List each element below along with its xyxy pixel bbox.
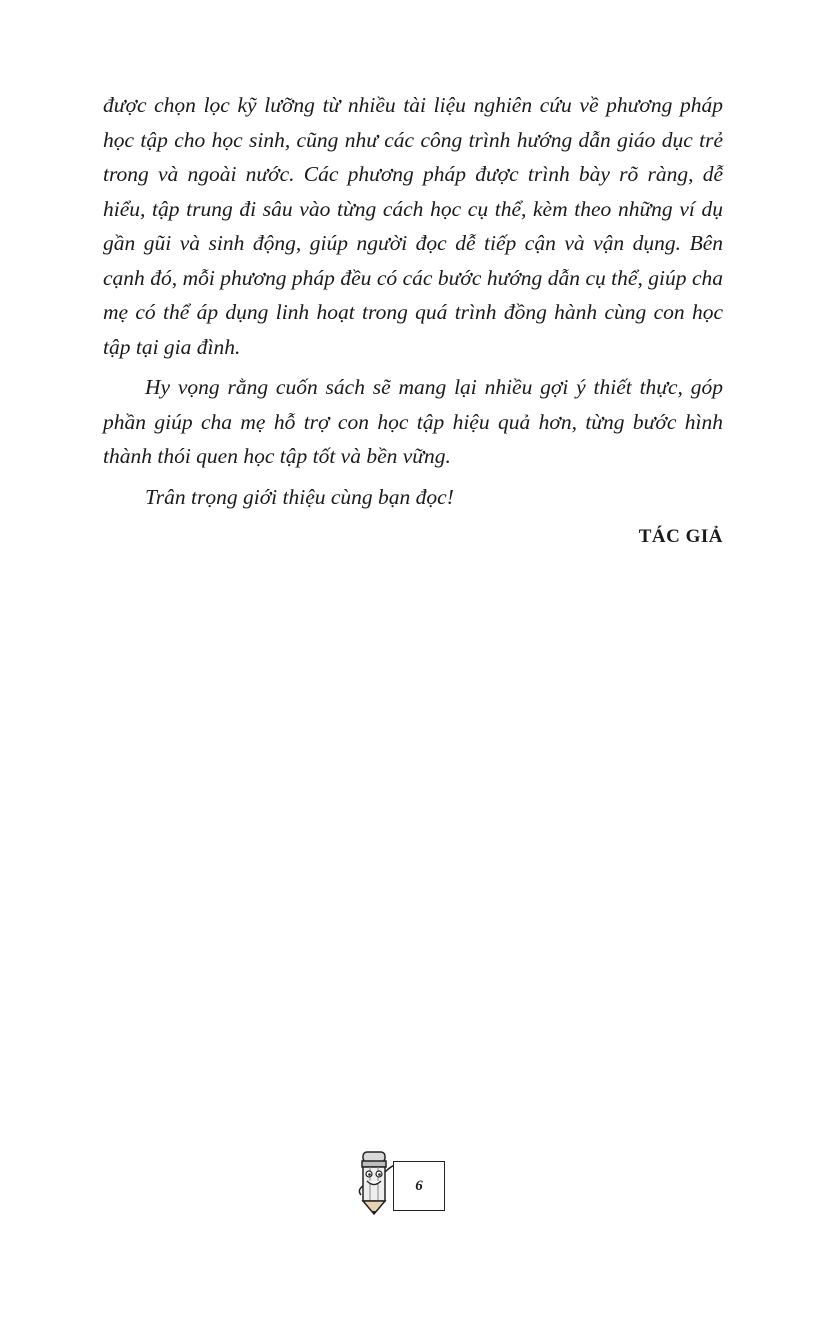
page-number: 6	[393, 1161, 445, 1211]
author-signature: TÁC GIẢ	[638, 526, 723, 547]
paragraph-closing: Trân trọng giới thiệu cùng bạn đọc!	[145, 484, 454, 509]
paragraph-continuation: được chọn lọc kỹ lưỡng từ nhiều tài liệu nghiên cứu về phương pháp học tập cho học sinh, cũng như các công trình hướng dẫn giáo dục trẻ trong và ngoài nước. Các phương pháp được trình bày rõ ràng, dễ hiểu, tập trung đi sâu vào từng cách học cụ thể, kèm theo những ví dụ gần gũi và sinh động, giúp người đọc dễ tiếp cận và vận dụng. Bên cạnh đó, mỗi phương pháp đều có các bước hướng dẫn cụ thể, giúp cha mẹ có thể áp dụng linh hoạt trong quá trình đồng hành cùng con học tập tại gia đình.	[103, 93, 723, 359]
page-footer	[355, 1148, 450, 1218]
paragraph-hope: Hy vọng rằng cuốn sách sẽ mang lại nhiều gợi ý thiết thực, góp phần giúp cha mẹ hỗ trợ con học tập hiệu quả hơn, từng bước hình thành thói quen học tập tốt và bền vững.	[103, 375, 723, 468]
body-text	[103, 88, 723, 548]
